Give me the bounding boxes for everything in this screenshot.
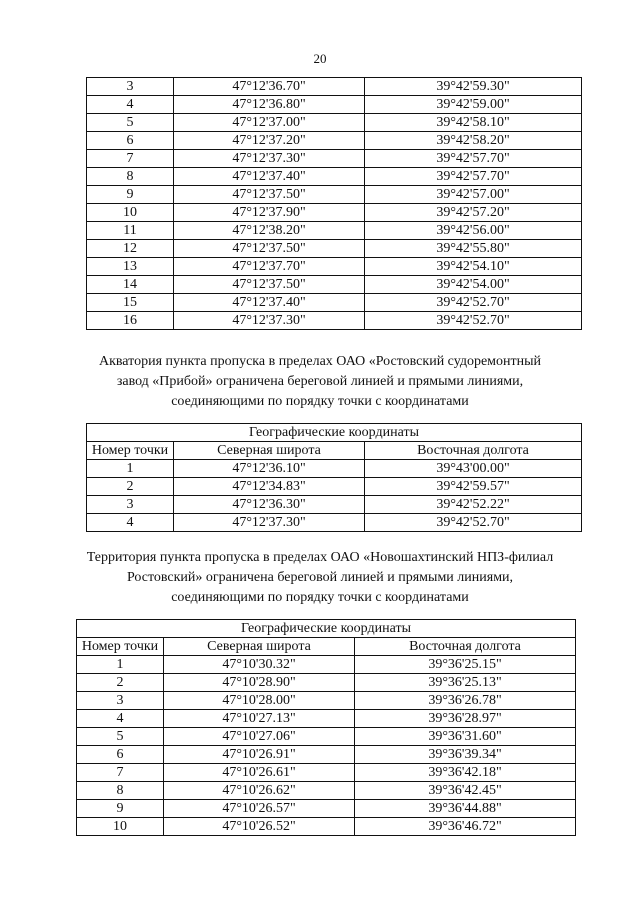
table-row: [87, 150, 582, 168]
latitude: 47°10'26.61": [164, 764, 355, 782]
point-number: 14: [87, 276, 174, 294]
longitude: 39°36'42.18": [355, 764, 576, 782]
longitude: 39°42'58.20": [365, 132, 582, 150]
latitude: 47°10'27.13": [164, 710, 355, 728]
latitude: 47°10'27.06": [164, 728, 355, 746]
table-row: [87, 294, 582, 312]
longitude: 39°42'57.20": [365, 204, 582, 222]
point-number: 4: [87, 514, 174, 532]
longitude: 39°42'56.00": [365, 222, 582, 240]
group-header: Географические координаты: [87, 424, 582, 442]
latitude: 47°10'26.52": [164, 818, 355, 836]
point-number: 2: [87, 478, 174, 496]
table2-body: [87, 460, 582, 532]
latitude: 47°10'30.32": [164, 656, 355, 674]
table-row: [87, 312, 582, 330]
table-row: [87, 78, 582, 96]
table-row: [87, 258, 582, 276]
latitude: 47°12'37.50": [174, 240, 365, 258]
point-number: 3: [87, 78, 174, 96]
point-number: 15: [87, 294, 174, 312]
point-number: 5: [77, 728, 164, 746]
table-row: [77, 764, 576, 782]
column-header: Номер точки: [87, 442, 174, 460]
latitude: 47°12'36.80": [174, 96, 365, 114]
latitude: 47°12'37.30": [174, 150, 365, 168]
latitude: 47°10'26.62": [164, 782, 355, 800]
latitude: 47°12'36.70": [174, 78, 365, 96]
table-row: [87, 514, 582, 532]
page-number: 20: [313, 51, 327, 66]
paragraph-line: Ростовский» ограничена береговой линией и прямыми линиями,: [126, 570, 514, 585]
coordinates-table-npz: [76, 619, 576, 836]
point-number: 6: [87, 132, 174, 150]
table-header-row: [87, 424, 582, 442]
point-number: 6: [77, 746, 164, 764]
point-number: 9: [77, 800, 164, 818]
latitude: 47°12'37.90": [174, 204, 365, 222]
table-row: [87, 168, 582, 186]
longitude: 39°36'26.78": [355, 692, 576, 710]
longitude: 39°42'57.00": [365, 186, 582, 204]
table-row: [77, 818, 576, 836]
table-row: [77, 710, 576, 728]
latitude: 47°12'37.50": [174, 186, 365, 204]
table-row: [87, 478, 582, 496]
paragraph-akvatoriya: [0, 352, 640, 412]
point-number: 16: [87, 312, 174, 330]
table1-body: [87, 78, 582, 330]
table-row: [77, 800, 576, 818]
table-row: [87, 204, 582, 222]
latitude: 47°12'37.20": [174, 132, 365, 150]
column-header: Номер точки: [77, 638, 164, 656]
table-row: [87, 186, 582, 204]
point-number: 1: [77, 656, 164, 674]
table-header-row: [77, 638, 576, 656]
group-header: Географические координаты: [77, 620, 576, 638]
longitude: 39°36'39.34": [355, 746, 576, 764]
paragraph-line: завод «Прибой» ограничена береговой линией и прямыми линиями,: [116, 374, 524, 389]
point-number: 13: [87, 258, 174, 276]
longitude: 39°36'31.60": [355, 728, 576, 746]
longitude: 39°36'25.13": [355, 674, 576, 692]
table-row: [87, 222, 582, 240]
longitude: 39°42'59.57": [365, 478, 582, 496]
latitude: 47°12'37.00": [174, 114, 365, 132]
point-number: 11: [87, 222, 174, 240]
point-number: 4: [87, 96, 174, 114]
point-number: 10: [77, 818, 164, 836]
longitude: 39°42'59.00": [365, 96, 582, 114]
table-row: [77, 656, 576, 674]
point-number: 8: [87, 168, 174, 186]
paragraph-line: Акватория пункта пропуска в пределах ОАО «Ростовский судоремонтный: [98, 354, 542, 369]
table-row: [87, 132, 582, 150]
table-row: [87, 496, 582, 514]
longitude: 39°42'52.70": [365, 312, 582, 330]
latitude: 47°10'28.90": [164, 674, 355, 692]
longitude: 39°42'55.80": [365, 240, 582, 258]
table-row: [87, 240, 582, 258]
latitude: 47°12'36.10": [174, 460, 365, 478]
table-row: [77, 728, 576, 746]
point-number: 8: [77, 782, 164, 800]
longitude: 39°42'54.10": [365, 258, 582, 276]
longitude: 39°42'58.10": [365, 114, 582, 132]
latitude: 47°12'37.70": [174, 258, 365, 276]
latitude: 47°10'26.91": [164, 746, 355, 764]
point-number: 9: [87, 186, 174, 204]
longitude: 39°42'52.22": [365, 496, 582, 514]
longitude: 39°43'00.00": [365, 460, 582, 478]
longitude: 39°36'44.88": [355, 800, 576, 818]
table-row: [77, 746, 576, 764]
column-header: Восточная долгота: [365, 442, 582, 460]
latitude: 47°12'34.83": [174, 478, 365, 496]
longitude: 39°42'54.00": [365, 276, 582, 294]
table-row: [87, 114, 582, 132]
table-row: [77, 674, 576, 692]
column-header: Северная широта: [174, 442, 365, 460]
latitude: 47°10'28.00": [164, 692, 355, 710]
point-number: 10: [87, 204, 174, 222]
longitude: 39°36'28.97": [355, 710, 576, 728]
longitude: 39°36'42.45": [355, 782, 576, 800]
longitude: 39°42'57.70": [365, 168, 582, 186]
point-number: 3: [87, 496, 174, 514]
table-row: [77, 692, 576, 710]
latitude: 47°12'37.50": [174, 276, 365, 294]
latitude: 47°12'37.30": [174, 312, 365, 330]
point-number: 7: [77, 764, 164, 782]
point-number: 12: [87, 240, 174, 258]
point-number: 1: [87, 460, 174, 478]
point-number: 4: [77, 710, 164, 728]
point-number: 2: [77, 674, 164, 692]
paragraph-territoriya: [0, 548, 640, 608]
point-number: 5: [87, 114, 174, 132]
table3-body: [77, 656, 576, 836]
latitude: 47°10'26.57": [164, 800, 355, 818]
point-number: 3: [77, 692, 164, 710]
column-header: Восточная долгота: [355, 638, 576, 656]
table-header-row: [87, 442, 582, 460]
paragraph-line: соединяющими по порядку точки с координатами: [171, 590, 469, 605]
longitude: 39°42'52.70": [365, 294, 582, 312]
longitude: 39°42'52.70": [365, 514, 582, 532]
table-row: [87, 276, 582, 294]
table-row: [77, 782, 576, 800]
column-header: Северная широта: [164, 638, 355, 656]
longitude: 39°36'46.72": [355, 818, 576, 836]
coordinates-table-priboy: [86, 423, 582, 532]
point-number: 7: [87, 150, 174, 168]
longitude: 39°36'25.15": [355, 656, 576, 674]
latitude: 47°12'37.30": [174, 514, 365, 532]
paragraph-line: Территория пункта пропуска в пределах ОАО «Новошахтинский НПЗ-филиал: [86, 550, 554, 565]
latitude: 47°12'36.30": [174, 496, 365, 514]
latitude: 47°12'38.20": [174, 222, 365, 240]
latitude: 47°12'37.40": [174, 168, 365, 186]
longitude: 39°42'59.30": [365, 78, 582, 96]
table-row: [87, 96, 582, 114]
latitude: 47°12'37.40": [174, 294, 365, 312]
paragraph-line: соединяющими по порядку точки с координатами: [171, 394, 469, 409]
longitude: 39°42'57.70": [365, 150, 582, 168]
coordinates-table-continued: [86, 77, 582, 330]
table-header-row: [77, 620, 576, 638]
table-row: [87, 460, 582, 478]
